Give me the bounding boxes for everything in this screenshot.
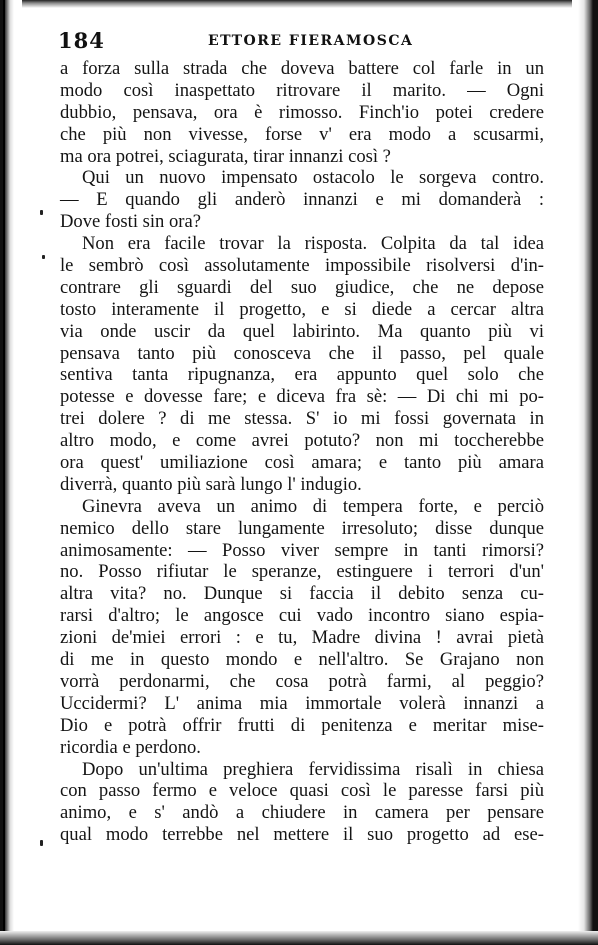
- text-line: nemico dello stare lungamente irresoluto; disse dunque: [60, 517, 544, 539]
- text-line: Ginevra aveva un animo di tempera forte, e perciò: [82, 495, 544, 517]
- text-line: diverrà, quanto più sarà lungo l' indugio.: [60, 473, 362, 495]
- page-edge-right: [572, 0, 598, 945]
- text-line: no. Posso rifiutar le speranze, estinguere i terrori d'un': [60, 561, 544, 583]
- text-line: ora quest' umiliazione così amara; e tanto più amara: [60, 452, 544, 474]
- text-line: trei dolere ? di me stessa. S' io mi fossi governata in: [60, 408, 544, 430]
- body-text: [60, 58, 544, 846]
- text-line: pensava tanto più conosceva che il passo, pel quale: [60, 342, 544, 364]
- text-line: a forza sulla strada che doveva battere col farle in un: [60, 58, 544, 79]
- text-line: animosamente: — Posso viver sempre in tanti rimorsi?: [60, 539, 544, 561]
- binding-stripe: [3, 0, 5, 945]
- text-line: di me in questo mondo e nell'altro. Se Grajano non: [60, 649, 544, 671]
- text-line: le sembrò così assolutamente impossibile risolversi d'in-: [60, 255, 544, 277]
- text-line: che più non vivesse, forse v' era modo a scusarmi,: [60, 123, 544, 145]
- text-line: zioni de'miei errori : e tu, Madre divina ! avrai pietà: [60, 627, 544, 649]
- text-line: Uccidermi? L' anima mia immortale volerà innanzi a: [60, 692, 544, 714]
- text-line: Non era facile trovar la risposta. Colpita da tal idea: [82, 233, 544, 255]
- page-edge-top: [0, 0, 598, 8]
- text-line: — E quando gli anderò innanzi e mi domanderà :: [60, 189, 544, 211]
- text-line: potesse e dovesse fare; e diceva fra sè: — Di chi mi po-: [60, 386, 544, 408]
- text-line: tosto interamente il progetto, e si diede a cercar altra: [60, 298, 544, 320]
- margin-speck: [40, 210, 43, 215]
- text-line: ma ora potrei, sciagurata, tirar innanzi così ?: [60, 145, 391, 167]
- page-edge-left: [0, 0, 22, 945]
- text-line: animo, e s' andò a chiudere in camera per pensare: [60, 802, 544, 824]
- text-line: Dio e potrà offrir frutti di penitenza e meritar mise-: [60, 714, 544, 736]
- text-line: con passo fermo e veloce quasi così le paresse farsi più: [60, 780, 544, 802]
- text-line: sentiva tanta ripugnanza, era appunto quel solo che: [60, 364, 544, 386]
- text-line: Dove fosti sin ora?: [60, 211, 201, 233]
- page-header: [58, 28, 558, 58]
- text-line: Qui un nuovo impensato ostacolo le sorgeva contro.: [82, 167, 544, 189]
- margin-speck: [40, 840, 43, 846]
- text-line: vorrà perdonarmi, che cosa potrà farmi, al peggio?: [60, 670, 544, 692]
- running-head: ETTORE FIERAMOSCA: [208, 33, 414, 49]
- text-line: altro modo, e come avrei potuto? non mi toccherebbe: [60, 430, 544, 452]
- margin-speck: [42, 255, 45, 259]
- text-line: rarsi d'altro; le angosce cui vado incontro siano espia-: [60, 605, 544, 627]
- text-line: contrare gli sguardi del suo giudice, che ne depose: [60, 276, 544, 298]
- text-line: Dopo un'ultima preghiera fervidissima risalì in chiesa: [82, 758, 544, 780]
- text-line: dubbio, pensava, ora è rimosso. Finch'io potei credere: [60, 101, 544, 123]
- text-line: via onde uscir da quel labirinto. Ma quanto più vi: [60, 320, 544, 342]
- text-line: ricordia e perdono.: [60, 736, 201, 758]
- text-line: modo così inaspettato ritrovare il marito. — Ogni: [60, 79, 544, 101]
- page-number: 184: [58, 28, 105, 53]
- text-line: qual modo terrebbe nel mettere il suo progetto ad ese-: [60, 824, 544, 846]
- text-line: altra vita? no. Dunque si faccia il debito senza cu-: [60, 583, 544, 605]
- page-edge-bottom: [0, 931, 598, 945]
